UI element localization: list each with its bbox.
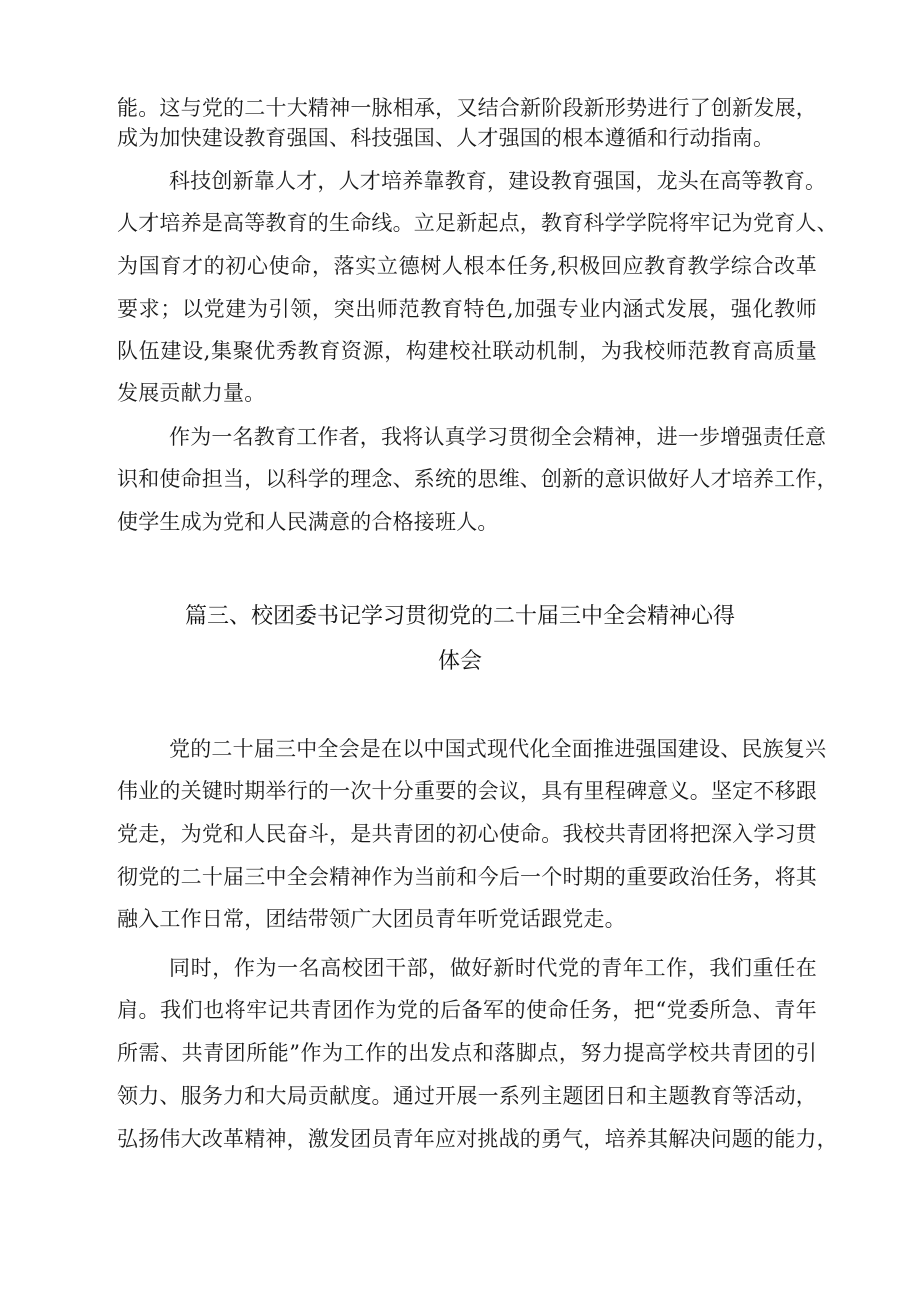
paragraph-line: 识和使命担当，以科学的理念、系统的思维、创新的意识做好人才培养工作，: [117, 467, 838, 491]
paragraph-line: 彻党的二十届三中全会精神作为当前和今后一个时期的重要政治任务，将其: [117, 865, 817, 889]
paragraph-line: 作为一名教育工作者，我将认真学习贯彻全会精神，进一步增强责任意: [169, 425, 827, 449]
paragraph-line: 队伍建设,集聚优秀教育资源，构建校社联动机制，为我校师范教育高质量: [117, 339, 817, 363]
paragraph-line: 伟业的关键时期举行的一次十分重要的会议，具有里程碑意义。坚定不移跟: [117, 779, 817, 803]
paragraph-line: 融入工作日常，团结带领广大团员青年听党话跟党走。: [117, 907, 626, 931]
paragraph-line: 能。这与党的二十大精神一脉相承，又结合新阶段新形势进行了创新发展，: [117, 96, 817, 120]
paragraph-line: 发展贡献力量。: [117, 381, 266, 405]
paragraph-line: 党走，为党和人民奋斗，是共青团的初心使命。我校共青团将把深入学习贯: [117, 822, 817, 846]
paragraph-line: 所需、共青团所能”作为工作的出发点和落脚点，努力提高学校共青团的引: [117, 1041, 817, 1065]
paragraph-line: 领力、服务力和大局贡献度。通过开展一系列主题团日和主题教育等活动，: [117, 1084, 817, 1108]
paragraph-line: 为国育才的初心使命，落实立德树人根本任务,积极回应教育教学综合改革: [117, 254, 817, 278]
paragraph-line: 使学生成为党和人民满意的合格接班人。: [117, 510, 499, 534]
paragraph-line: 党的二十届三中全会是在以中国式现代化全面推进强国建设、民族复兴: [169, 737, 827, 761]
paragraph-line: 弘扬伟大改革精神，激发团员青年应对挑战的勇气，培养其解决问题的能力，: [117, 1127, 838, 1151]
paragraph-line: 同时，作为一名高校团干部，做好新时代党的青年工作，我们重任在: [169, 956, 817, 980]
paragraph-line: 人才培养是高等教育的生命线。立足新起点，教育科学学院将牢记为党育人、: [117, 211, 838, 235]
paragraph-line: 成为加快建设教育强国、科技强国、人才强国的根本遵循和行动指南。: [117, 126, 775, 150]
paragraph-line: 科技创新靠人才，人才培养靠教育，建设教育强国，龙头在高等教育。: [169, 169, 827, 193]
paragraph-line: 要求；以党建为引领，突出师范教育特色,加强专业内涵式发展，强化教师: [117, 297, 817, 321]
section-heading-continued: 体会: [437, 649, 482, 674]
paragraph-line: 肩。我们也将牢记共青团作为党的后备军的使命任务，把“党委所急、青年: [117, 998, 817, 1022]
section-heading: 篇三、校团委书记学习贯彻党的二十届三中全会精神心得: [184, 604, 735, 629]
